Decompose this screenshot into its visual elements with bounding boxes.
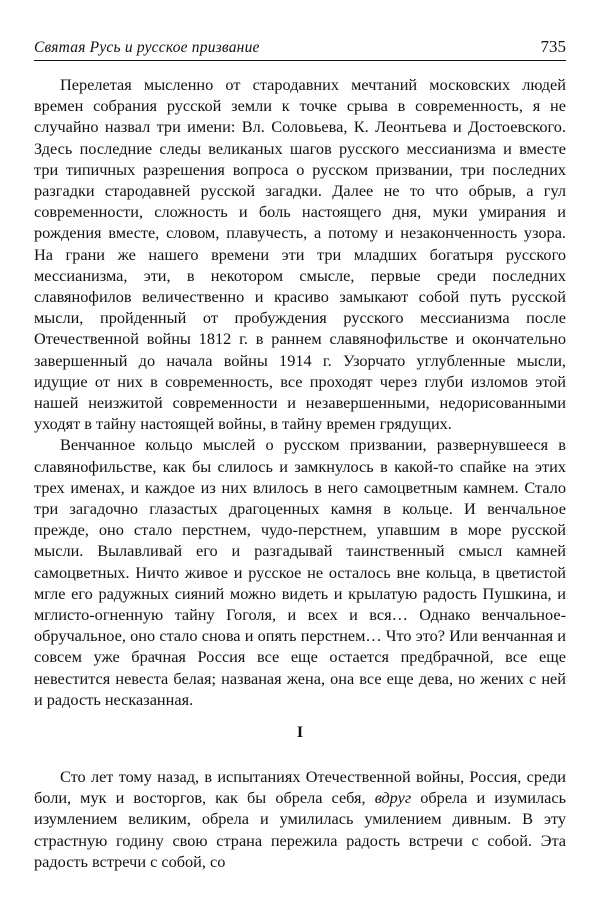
body-text: [34, 74, 566, 710]
running-header: [34, 36, 566, 61]
paragraph-text: Сто лет тому назад, в испытаниях Отечественной войны, Россия, среди боли, мук и восторгов, как бы обрела себя,: [34, 767, 566, 808]
paragraph: [34, 766, 566, 872]
paragraph: Перелетая мысленно от стародавних мечтаний московских людей времен собрания русской земли к точке срыва в современность, я не случайно назвал три имени: Вл. Соловьева, К. Леонтьева и Достоевского. Здесь последние следы великаных шагов русского мессианизма и вместе три типичных разрешения вопроса о русском призвании, три последних разгадки стародавней русской загадки. Далее не то что обрыв, а гул современности, сложность и боль настоящего дня, муки умирания и рождения вместе, словом, плавучесть, а потому и незаконченность узора. На грани же нашего времени эти три младших богатыря русского мессианизма, эти, в некотором смысле, первые среди последних славянофилов величественно и красиво замыкают собой путь русской мысли, пройденный от пробуждения русского мессианизма после Отечественной войны 1812 г. в раннем славянофильстве и окончательно завершенный до начала войны 1914 г. Узорчато углубленные мысли, идущие от них в современность, все проходят через глуби изломов этой нашей неизжитой современности и незавершенными, недорисованными уходят в тайну настоящей войны, в тайну времен грядущих.: [34, 75, 566, 434]
emphasis-word: вдруг: [374, 788, 412, 808]
section-text: [34, 766, 566, 872]
page-number: 735: [540, 37, 566, 56]
paragraph-text: обрела и изумилась изумлением великим, обрела и умилилась умилением дивным. В эту страстную годину свою страна пережила радость встречи с собой. Эта радость встречи с собой, со: [34, 788, 566, 871]
section-heading: I: [296, 724, 304, 741]
paragraph: Венчанное кольцо мыслей о русском призвании, развернувшееся в славянофильстве, как бы слилось и замкнулось в какой-то спайке на этих трех именах, и каждое из них влилось в него самоцветным камнем. Стало три загадочно глазастых драгоценных камня в кольце. И венчальное прежде, оно стало перстнем, чудо-перстнем, упавшим в море русской мысли. Вылавливай его и разгадывай таинственный смысл камней самоцветных. Ничто живое и русское не осталось вне кольца, в цветистой мгле его радужных сияний можно видеть и крылатую радость Пушкина, и мглисто-огненную тайну Гоголя, и всех и вся… Однако венчальное-обручальное, оно стало снова и опять перстнем… Что это? Или венчанная и совсем уже брачная Россия все еще остается предбрачной, все еще невестится невеста белая; названая жена, она все еще дева, но жених с ней и радость несказанная.: [34, 435, 566, 709]
running-title: Святая Русь и русское призвание: [34, 39, 260, 56]
